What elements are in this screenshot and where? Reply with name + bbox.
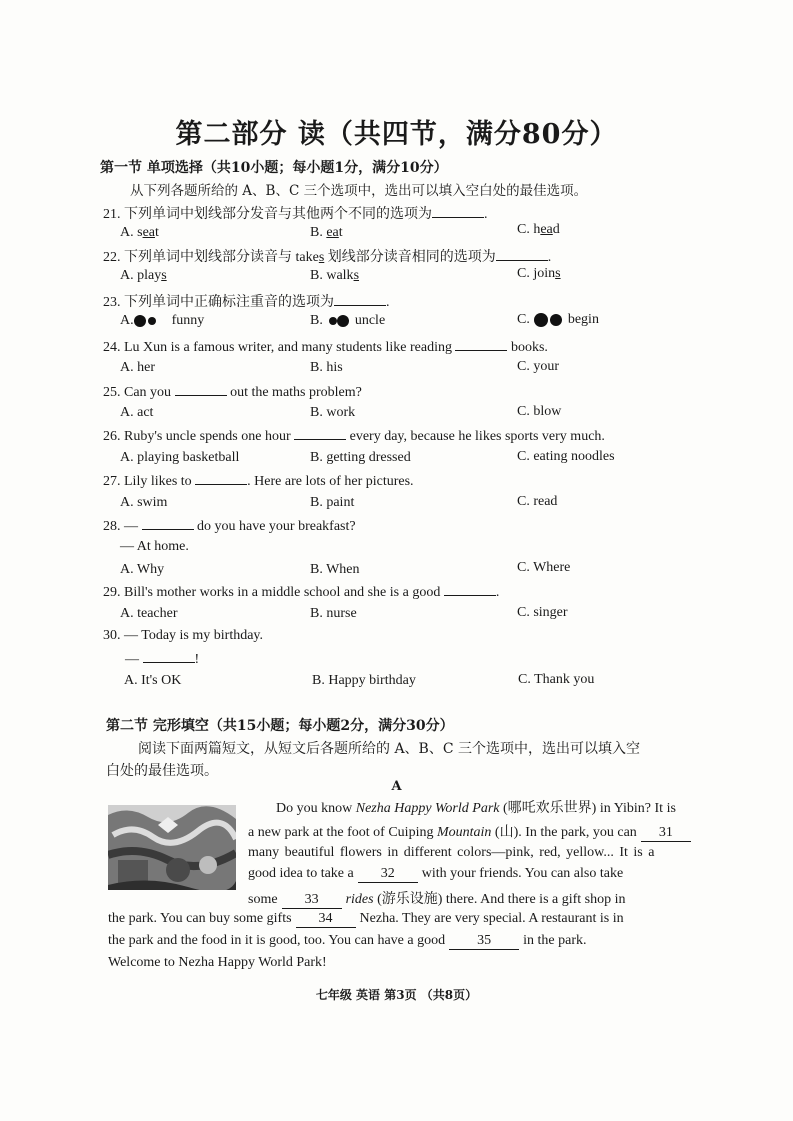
option-29-c: C. singer xyxy=(517,605,568,620)
option-21-b: B. eat xyxy=(310,225,343,240)
question-24: 24. Lu Xun is a famous writer, and many students like reading books. xyxy=(103,340,548,355)
question-25: 25. Can you out the maths problem? xyxy=(103,385,362,400)
option-21-c: C. head xyxy=(517,222,560,237)
section2-instruction-line2: 白处的最佳选项。 xyxy=(106,763,218,779)
question-28-answer-line: — At home. xyxy=(120,539,189,554)
question-26: 26. Ruby's uncle spends one hour every day, because he likes sports very much. xyxy=(103,429,605,444)
option-26-c: C. eating noodles xyxy=(517,449,615,464)
question-29: 29. Bill's mother works in a middle school and she is a good . xyxy=(103,585,500,600)
option-27-c: C. read xyxy=(517,494,558,509)
option-23-b: B. uncle xyxy=(310,313,386,329)
blank-31: 31 xyxy=(641,825,691,842)
option-21-a: A. seat xyxy=(120,225,159,240)
blank-33: 33 xyxy=(282,892,342,909)
option-29-a: A. teacher xyxy=(120,606,178,621)
option-24-a: A. her xyxy=(120,360,155,375)
blank-34: 34 xyxy=(296,911,356,928)
passage-line-8: Welcome to Nezha Happy World Park! xyxy=(108,955,327,970)
option-22-b: B. walks xyxy=(310,268,360,283)
passage-line-5: some 33 rides (游乐设施) there. And there is a gift shop in xyxy=(248,892,626,907)
park-photo xyxy=(108,805,236,890)
option-30-c: C. Thank you xyxy=(518,672,595,687)
option-27-a: A. swim xyxy=(120,495,168,510)
option-24-c: C. your xyxy=(517,359,559,374)
passage-line-3: many beautiful flowers in different colors—pink, red, yellow... It is a xyxy=(248,845,655,860)
passage-line-4: good idea to take a 32 with your friends. You can also take xyxy=(248,866,624,881)
option-23-a: A. funny xyxy=(120,313,205,329)
stress-mark-icon xyxy=(134,313,156,329)
option-27-b: B. paint xyxy=(310,495,355,510)
passage-line-7: the park and the food in it is good, too. You can have a good 35 in the park. xyxy=(108,933,587,948)
option-22-c: C. joins xyxy=(517,266,561,281)
park-photo-image xyxy=(108,805,236,890)
option-28-a: A. Why xyxy=(120,562,165,577)
question-27: 27. Lily likes to . Here are lots of her pictures. xyxy=(103,474,414,489)
option-25-a: A. act xyxy=(120,405,154,420)
passage-line-1: Do you know Nezha Happy World Park (哪吒欢乐世界) in Yibin? It is xyxy=(276,801,676,816)
passage-line-6: the park. You can buy some gifts 34 Nezha. They are very special. A restaurant is in xyxy=(108,911,624,926)
passage-line-2: a new park at the foot of Cuiping Mountain (山). In the park, you can 31 xyxy=(248,821,695,842)
option-29-b: B. nurse xyxy=(310,606,357,621)
passage-label: A xyxy=(391,779,402,794)
option-25-b: B. work xyxy=(310,405,356,420)
option-25-c: C. blow xyxy=(517,404,562,419)
option-28-b: B. When xyxy=(310,562,360,577)
option-28-c: C. Where xyxy=(517,560,571,575)
question-22: 22. 下列单词中划线部分读音与 takes 划线部分读音相同的选项为 . xyxy=(103,250,552,265)
stress-mark-icon xyxy=(534,312,562,328)
question-30-answer-line: — ! xyxy=(125,652,200,667)
part-title: 第二部分 读（共四节，满分80分） xyxy=(175,119,618,150)
option-23-c: C. begin xyxy=(517,312,599,328)
blank-35: 35 xyxy=(449,933,519,950)
section1-heading: 第一节 单项选择（共10小题；每小题1分，满分10分） xyxy=(100,160,448,176)
option-26-a: A. playing basketball xyxy=(120,450,240,465)
stress-mark-icon xyxy=(327,313,349,329)
option-22-a: A. plays xyxy=(120,268,167,283)
option-24-b: B. his xyxy=(310,360,343,375)
option-30-b: B. Happy birthday xyxy=(312,673,416,688)
option-30-a: A. It's OK xyxy=(124,673,182,688)
question-23: 23. 下列单词中正确标注重音的选项为 . xyxy=(103,295,390,310)
section2-instruction-line1: 阅读下面两篇短文，从短文后各题所给的 A、B、C 三个选项中，选出可以填入空 xyxy=(138,741,641,757)
section2-heading: 第二节 完形填空（共15小题；每小题2分，满分30分） xyxy=(106,718,454,734)
question-28: 28. — do you have your breakfast? xyxy=(103,519,356,534)
option-26-b: B. getting dressed xyxy=(310,450,411,465)
page-footer: 七年级 英语 第3页 （共8页） xyxy=(315,988,478,1002)
blank-32: 32 xyxy=(358,866,418,883)
question-30: 30. — Today is my birthday. xyxy=(103,628,264,643)
section1-instruction: 从下列各题所给的 A、B、C 三个选项中，选出可以填入空白处的最佳选项。 xyxy=(130,183,588,199)
question-21: 21. 下列单词中划线部分发音与其他两个不同的选项为 . xyxy=(103,207,488,222)
